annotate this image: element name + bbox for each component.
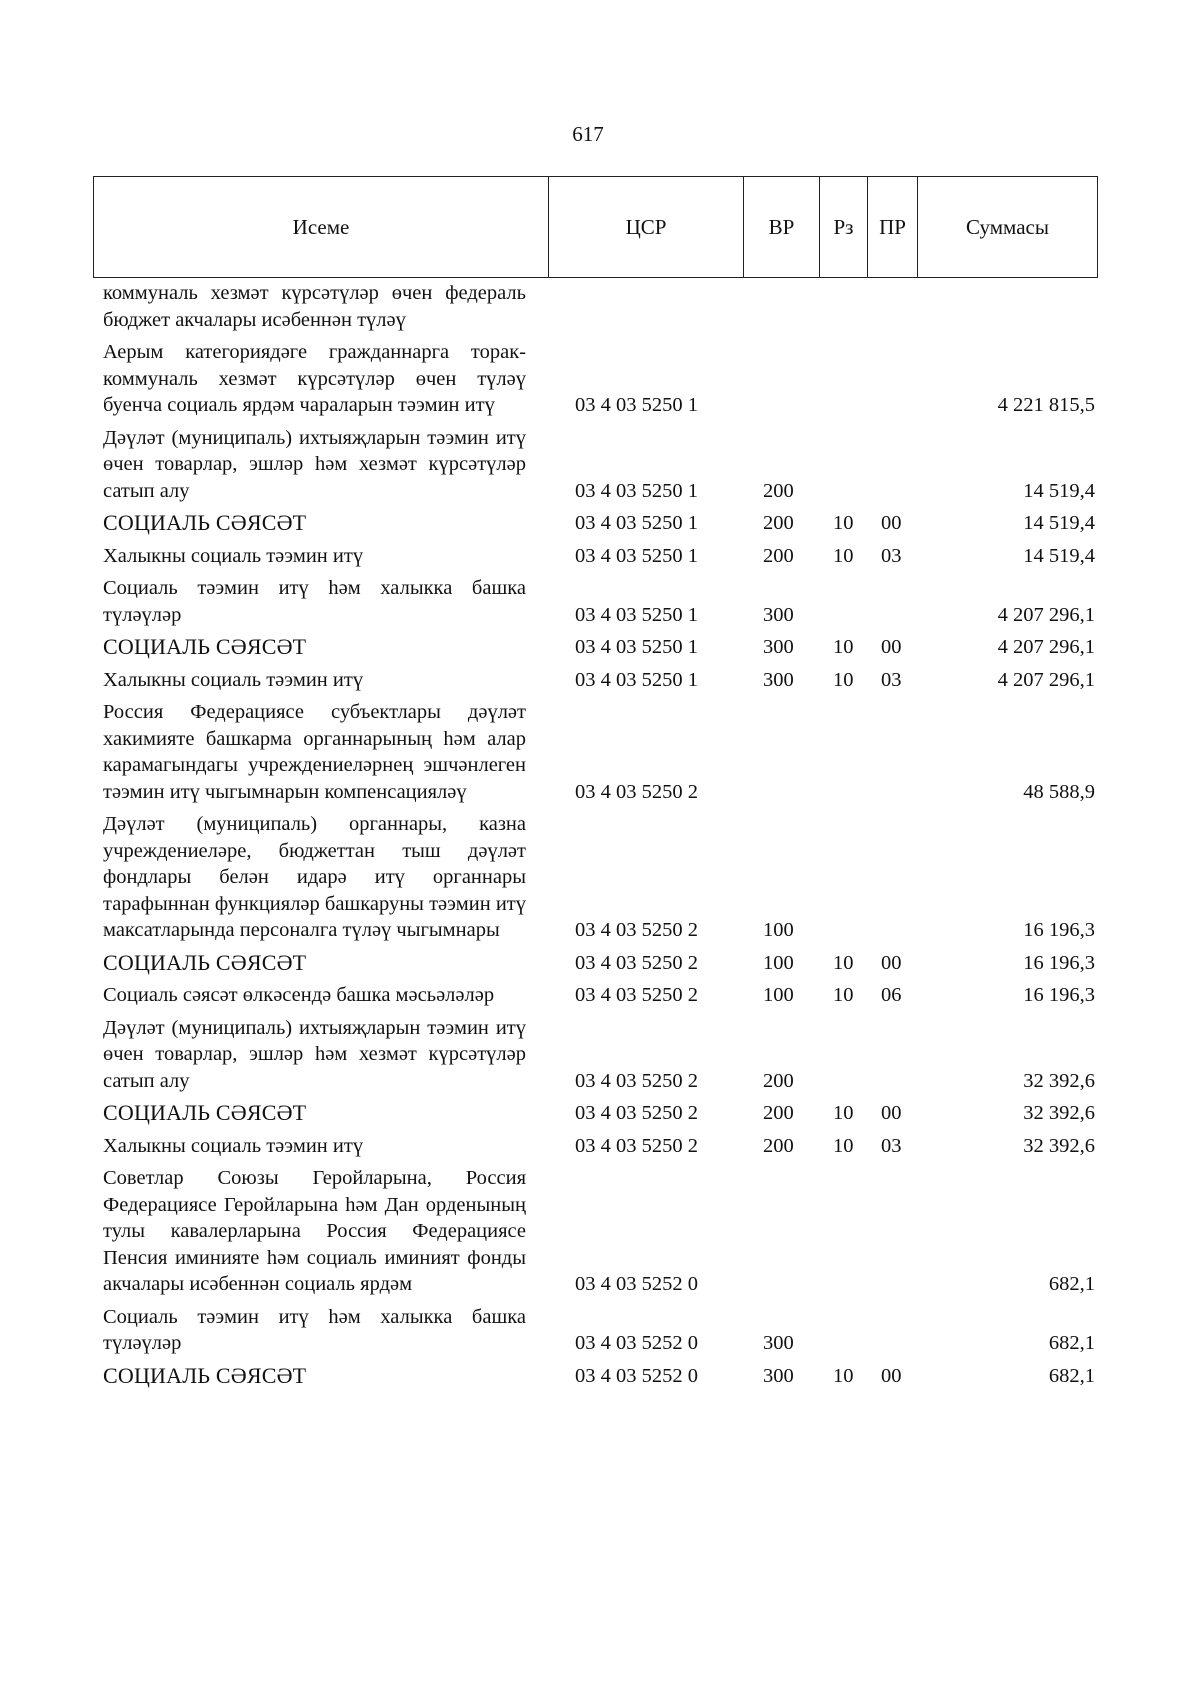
cell-vr bbox=[743, 280, 819, 339]
table-row bbox=[103, 950, 1097, 983]
table-row bbox=[103, 982, 1097, 1015]
cell-name: Россия Федерациясе субъектлары дәүләт хакимияте башкарма органнарының һәм алар карамагындагы учреждениеләрнең эшчәнлеген тәэмин итү чыгымнарын компенсацияләү bbox=[103, 701, 526, 803]
cell-pr: 00 bbox=[881, 512, 902, 534]
header-rz: Рз bbox=[820, 177, 868, 278]
table-row bbox=[103, 1100, 1097, 1133]
cell-name: Социаль тәэмин итү һәм халыкка башка түләүләр bbox=[103, 1305, 526, 1354]
cell-vr bbox=[743, 699, 819, 811]
cell-vr bbox=[743, 1165, 819, 1304]
cell-csr: 03 4 03 5250 2 bbox=[575, 984, 698, 1006]
cell-sum: 4 221 815,5 bbox=[997, 394, 1095, 416]
cell-rz bbox=[819, 699, 867, 811]
cell-name: Аерым категориядәге гражданнарга торак-коммуналь хезмәт күрсәтүләр өчен түләү буенча социаль ярдәм чараларын тәэмин итү bbox=[103, 341, 526, 416]
cell-vr: 300 bbox=[763, 1364, 794, 1387]
table-row bbox=[103, 1363, 1097, 1396]
cell-rz: 10 bbox=[833, 668, 854, 691]
cell-rz bbox=[819, 280, 867, 339]
cell-name: коммуналь хезмәт күрсәтүләр өчен федераль бюджет акчалары исәбеннән түләү bbox=[103, 282, 526, 331]
cell-name: СОЦИАЛЬ СӘЯСӘТ bbox=[103, 1100, 307, 1125]
cell-sum: 48 588,9 bbox=[1023, 780, 1095, 803]
cell-pr: 00 bbox=[881, 636, 902, 658]
cell-sum: 4 207 296,1 bbox=[997, 603, 1095, 626]
cell-pr bbox=[867, 811, 917, 950]
cell-pr: 03 bbox=[881, 1134, 902, 1157]
cell-name: Дәүләт (муниципаль) ихтыяҗларын тәэмин итү өчен товарлар, эшләр һәм хезмәт күрсәтүләр сатып алу bbox=[103, 426, 526, 502]
cell-rz: 10 bbox=[833, 984, 854, 1006]
cell-name: Социаль тәэмин итү һәм халыкка башка түләүләр bbox=[103, 577, 526, 626]
cell-vr: 300 bbox=[763, 1332, 794, 1354]
cell-csr: 03 4 03 5252 0 bbox=[575, 1332, 698, 1354]
cell-rz: 10 bbox=[833, 636, 854, 658]
cell-rz: 10 bbox=[833, 512, 854, 534]
cell-vr: 100 bbox=[763, 984, 794, 1006]
cell-rz bbox=[819, 1015, 867, 1101]
cell-pr: 03 bbox=[881, 544, 902, 567]
cell-pr bbox=[867, 699, 917, 811]
cell-pr bbox=[867, 575, 917, 634]
cell-pr: 00 bbox=[881, 951, 902, 974]
table-row bbox=[103, 339, 1097, 425]
cell-sum: 4 207 296,1 bbox=[997, 668, 1095, 691]
cell-pr: 03 bbox=[881, 668, 902, 691]
cell-pr bbox=[867, 1165, 917, 1304]
cell-name: Социаль сәясәт өлкәсендә башка мәсьәләләр bbox=[103, 984, 495, 1006]
table-body bbox=[103, 280, 1097, 1395]
table-row bbox=[103, 280, 1097, 339]
table-row bbox=[103, 575, 1097, 634]
cell-sum: 14 519,4 bbox=[1023, 544, 1095, 567]
cell-pr bbox=[867, 425, 917, 511]
table-row bbox=[103, 699, 1097, 811]
cell-vr: 200 bbox=[763, 512, 794, 534]
cell-csr: 03 4 03 5250 1 bbox=[575, 668, 698, 691]
cell-vr bbox=[743, 339, 819, 425]
cell-csr: 03 4 03 5250 1 bbox=[575, 512, 698, 534]
cell-vr: 200 bbox=[763, 1134, 794, 1157]
cell-csr bbox=[548, 280, 743, 339]
cell-csr: 03 4 03 5250 1 bbox=[575, 479, 698, 502]
cell-vr: 100 bbox=[763, 919, 794, 941]
cell-sum: 16 196,3 bbox=[1023, 984, 1095, 1006]
cell-csr: 03 4 03 5250 2 bbox=[575, 919, 698, 941]
cell-vr: 300 bbox=[763, 603, 794, 626]
cell-rz bbox=[819, 811, 867, 950]
cell-rz bbox=[819, 1165, 867, 1304]
cell-pr: 06 bbox=[881, 984, 902, 1006]
cell-sum: 682,1 bbox=[1048, 1273, 1095, 1295]
table-row bbox=[103, 1133, 1097, 1166]
cell-csr: 03 4 03 5250 2 bbox=[575, 951, 698, 974]
cell-rz bbox=[819, 575, 867, 634]
cell-name: СОЦИАЛЬ СӘЯСӘТ bbox=[103, 510, 307, 535]
cell-name: Халыкны социаль тәэмин итү bbox=[103, 668, 364, 691]
header-sum: Суммасы bbox=[918, 177, 1098, 278]
cell-name: Халыкны социаль тәэмин итү bbox=[103, 1134, 364, 1157]
cell-csr: 03 4 03 5250 1 bbox=[575, 544, 698, 567]
cell-sum: 14 519,4 bbox=[1023, 512, 1095, 534]
cell-csr: 03 4 03 5252 0 bbox=[575, 1273, 698, 1295]
cell-sum: 32 392,6 bbox=[1023, 1102, 1095, 1124]
page-number: 617 bbox=[572, 122, 604, 146]
cell-name: Халыкны социаль тәэмин итү bbox=[103, 544, 364, 567]
cell-name: СОЦИАЛЬ СӘЯСӘТ bbox=[103, 949, 307, 975]
cell-sum: 4 207 296,1 bbox=[997, 636, 1095, 658]
cell-pr: 00 bbox=[881, 1102, 902, 1124]
table-header bbox=[93, 176, 1098, 278]
cell-sum: 32 392,6 bbox=[1023, 1134, 1095, 1157]
header-name: Исеме bbox=[94, 177, 549, 278]
cell-sum: 32 392,6 bbox=[1023, 1069, 1095, 1092]
cell-csr: 03 4 03 5250 1 bbox=[575, 394, 698, 416]
table-row bbox=[103, 811, 1097, 950]
cell-name: СОЦИАЛЬ СӘЯСӘТ bbox=[103, 634, 307, 659]
table-row bbox=[103, 1015, 1097, 1101]
cell-rz: 10 bbox=[833, 1364, 854, 1387]
cell-vr: 100 bbox=[763, 951, 794, 974]
cell-sum: 16 196,3 bbox=[1023, 951, 1095, 974]
cell-pr bbox=[867, 1015, 917, 1101]
cell-csr: 03 4 03 5250 2 bbox=[575, 1102, 698, 1124]
cell-sum bbox=[917, 280, 1097, 339]
cell-pr: 00 bbox=[881, 1364, 902, 1387]
cell-rz: 10 bbox=[833, 1134, 854, 1157]
cell-name: Дәүләт (муниципаль) органнары, казна учреждениеләре, бюджеттан тыш дәүләт фондлары белән идарә итү органнары тарафыннан функцияләр башкаруны тәэмин итү максатларында персоналга түләү чыгымнары bbox=[103, 813, 526, 941]
table-row bbox=[103, 667, 1097, 700]
cell-name: Дәүләт (муниципаль) ихтыяҗларын тәэмин итү өчен товарлар, эшләр һәм хезмәт күрсәтүләр сатып алу bbox=[103, 1016, 526, 1092]
cell-sum: 16 196,3 bbox=[1023, 919, 1095, 941]
cell-rz: 10 bbox=[833, 951, 854, 974]
table-row bbox=[103, 1165, 1097, 1304]
cell-vr: 200 bbox=[763, 479, 794, 502]
table-row bbox=[103, 1304, 1097, 1363]
cell-rz bbox=[819, 1304, 867, 1363]
cell-sum: 682,1 bbox=[1048, 1332, 1095, 1354]
header-csr: ЦСР bbox=[549, 177, 744, 278]
header-vr: ВР bbox=[744, 177, 820, 278]
cell-csr: 03 4 03 5250 2 bbox=[575, 1134, 698, 1157]
cell-csr: 03 4 03 5250 2 bbox=[575, 780, 698, 803]
table-row bbox=[103, 510, 1097, 543]
cell-rz: 10 bbox=[833, 544, 854, 567]
cell-sum: 682,1 bbox=[1048, 1364, 1095, 1387]
cell-name: СОЦИАЛЬ СӘЯСӘТ bbox=[103, 1362, 307, 1388]
cell-csr: 03 4 03 5250 2 bbox=[575, 1069, 698, 1092]
cell-name: Советлар Союзы Геройларына, Россия Федерациясе Геройларына һәм Дан орденының тулы кавалерларына Россия Федерациясе Пенсия иминияте һәм социаль иминият фонды акчалары исәбеннән социаль ярдәм bbox=[103, 1167, 526, 1295]
cell-pr bbox=[867, 280, 917, 339]
cell-csr: 03 4 03 5250 1 bbox=[575, 603, 698, 626]
cell-pr bbox=[867, 339, 917, 425]
cell-csr: 03 4 03 5250 1 bbox=[575, 636, 698, 658]
table-row bbox=[103, 634, 1097, 667]
cell-vr: 300 bbox=[763, 668, 794, 691]
cell-rz bbox=[819, 425, 867, 511]
cell-sum: 14 519,4 bbox=[1023, 479, 1095, 502]
cell-rz: 10 bbox=[833, 1102, 854, 1124]
table-row bbox=[103, 543, 1097, 576]
cell-vr: 200 bbox=[763, 544, 794, 567]
header-pr: ПР bbox=[868, 177, 918, 278]
cell-vr: 200 bbox=[763, 1102, 794, 1124]
cell-rz bbox=[819, 339, 867, 425]
cell-pr bbox=[867, 1304, 917, 1363]
table-row bbox=[103, 425, 1097, 511]
cell-vr: 200 bbox=[763, 1069, 794, 1092]
cell-csr: 03 4 03 5252 0 bbox=[575, 1364, 698, 1387]
cell-vr: 300 bbox=[763, 636, 794, 658]
